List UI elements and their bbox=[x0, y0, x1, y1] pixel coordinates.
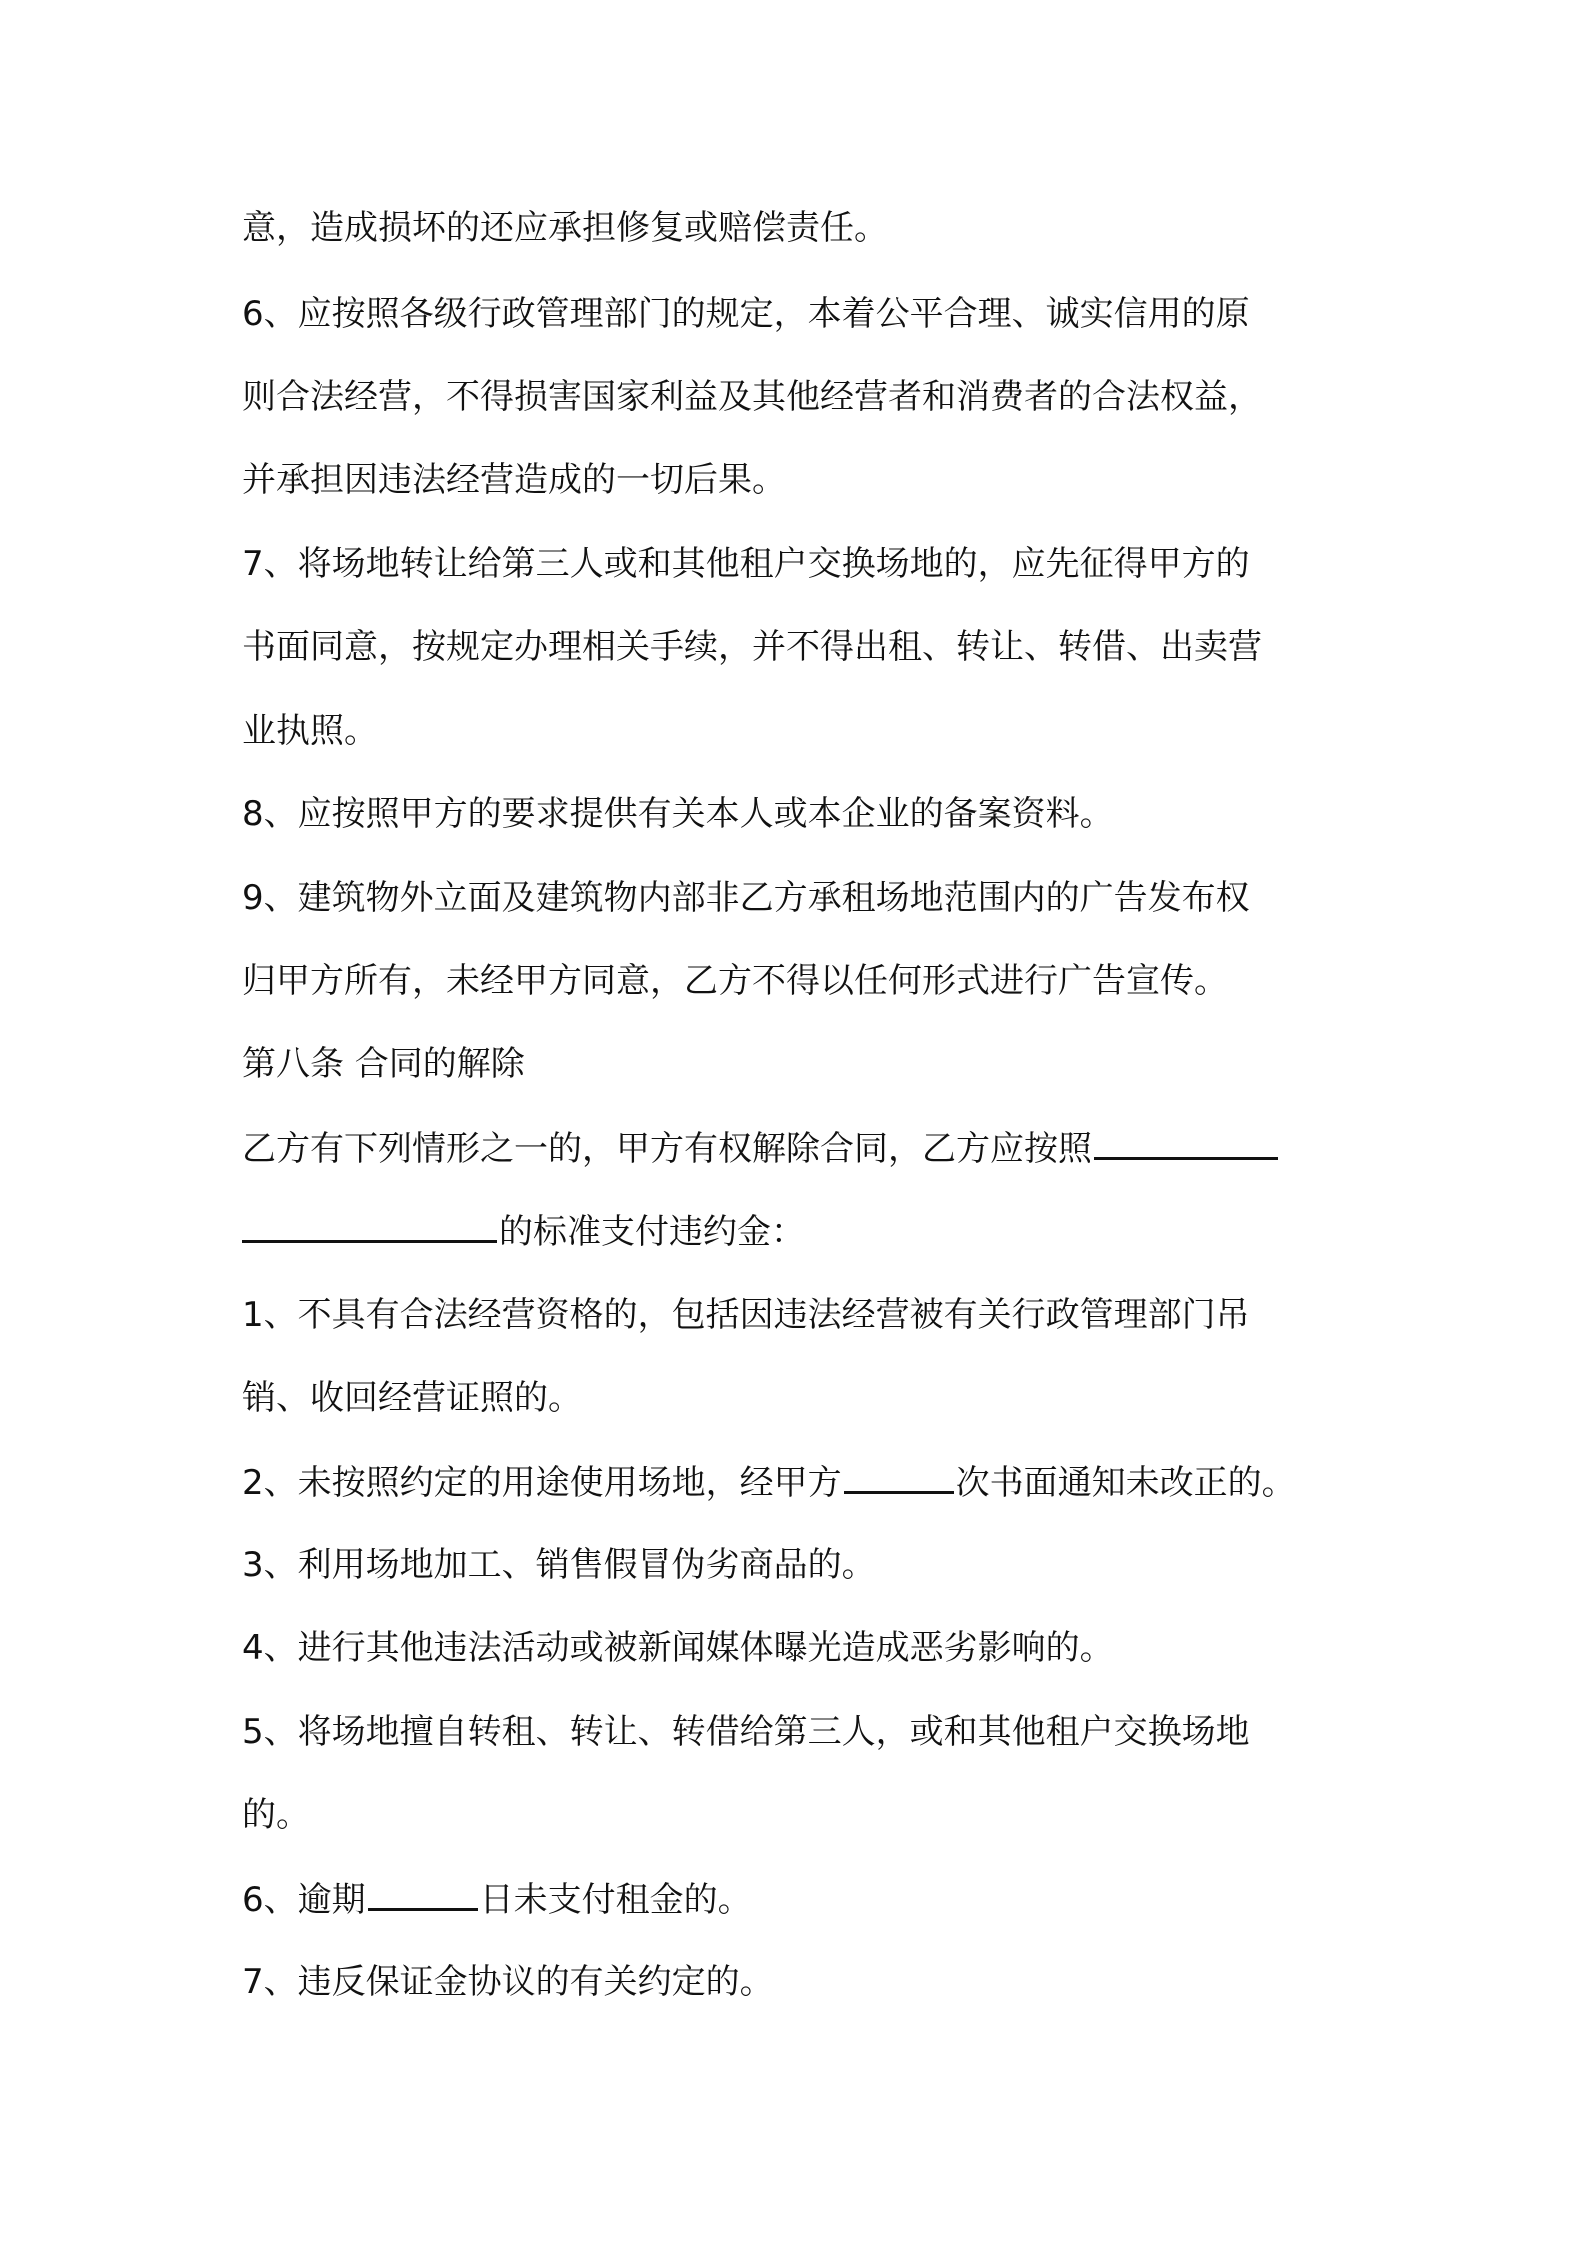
text-segment: 的标准支付违约金： bbox=[499, 1212, 805, 1252]
text-line: 并承担因违法经营造成的一切后果。 bbox=[242, 460, 786, 500]
section-heading: 第八条 合同的解除 bbox=[242, 1044, 525, 1084]
text-line: 1、不具有合法经营资格的，包括因违法经营被有关行政管理部门吊 bbox=[242, 1295, 1250, 1335]
text-segment: 乙方有下列情形之一的，甲方有权解除合同，乙方应按照 bbox=[242, 1129, 1092, 1169]
fill-in-blank bbox=[1094, 1123, 1278, 1160]
text-segment: 日未支付租金的。 bbox=[479, 1880, 752, 1920]
text-line: 意，造成损坏的还应承担修复或赔偿责任。 bbox=[242, 208, 888, 248]
text-line: 业执照。 bbox=[242, 711, 378, 751]
text-line: 书面同意，按规定办理相关手续，并不得出租、转让、转借、出卖营 bbox=[242, 627, 1262, 667]
text-line: 6、应按照各级行政管理部门的规定，本着公平合理、诚实信用的原 bbox=[242, 294, 1250, 334]
text-line: 7、违反保证金协议的有关约定的。 bbox=[242, 1962, 774, 2002]
text-line: 归甲方所有，未经甲方同意，乙方不得以任何形式进行广告宣传。 bbox=[242, 961, 1228, 1001]
text-line bbox=[242, 1123, 1280, 1174]
text-segment: 6、逾期 bbox=[242, 1880, 366, 1920]
fill-in-blank bbox=[844, 1457, 954, 1494]
text-line bbox=[242, 1206, 805, 1257]
text-line: 销、收回经营证照的。 bbox=[242, 1378, 582, 1418]
fill-in-blank bbox=[368, 1874, 478, 1911]
text-line: 7、将场地转让给第三人或和其他租户交换场地的，应先征得甲方的 bbox=[242, 544, 1250, 584]
text-segment: 2、未按照约定的用途使用场地，经甲方 bbox=[242, 1463, 842, 1503]
text-line bbox=[242, 1874, 752, 1925]
text-line: 的。 bbox=[242, 1795, 310, 1835]
text-line: 8、应按照甲方的要求提供有关本人或本企业的备案资料。 bbox=[242, 794, 1114, 834]
text-line bbox=[242, 1457, 1296, 1508]
fill-in-blank bbox=[242, 1206, 497, 1243]
text-line: 4、进行其他违法活动或被新闻媒体曝光造成恶劣影响的。 bbox=[242, 1628, 1114, 1668]
text-line: 9、建筑物外立面及建筑物内部非乙方承租场地范围内的广告发布权 bbox=[242, 878, 1250, 918]
text-line: 5、将场地擅自转租、转让、转借给第三人，或和其他租户交换场地 bbox=[242, 1712, 1250, 1752]
text-segment: 次书面通知未改正的。 bbox=[955, 1463, 1296, 1503]
text-line: 3、利用场地加工、销售假冒伪劣商品的。 bbox=[242, 1545, 876, 1585]
text-line: 则合法经营，不得损害国家利益及其他经营者和消费者的合法权益， bbox=[242, 377, 1262, 417]
